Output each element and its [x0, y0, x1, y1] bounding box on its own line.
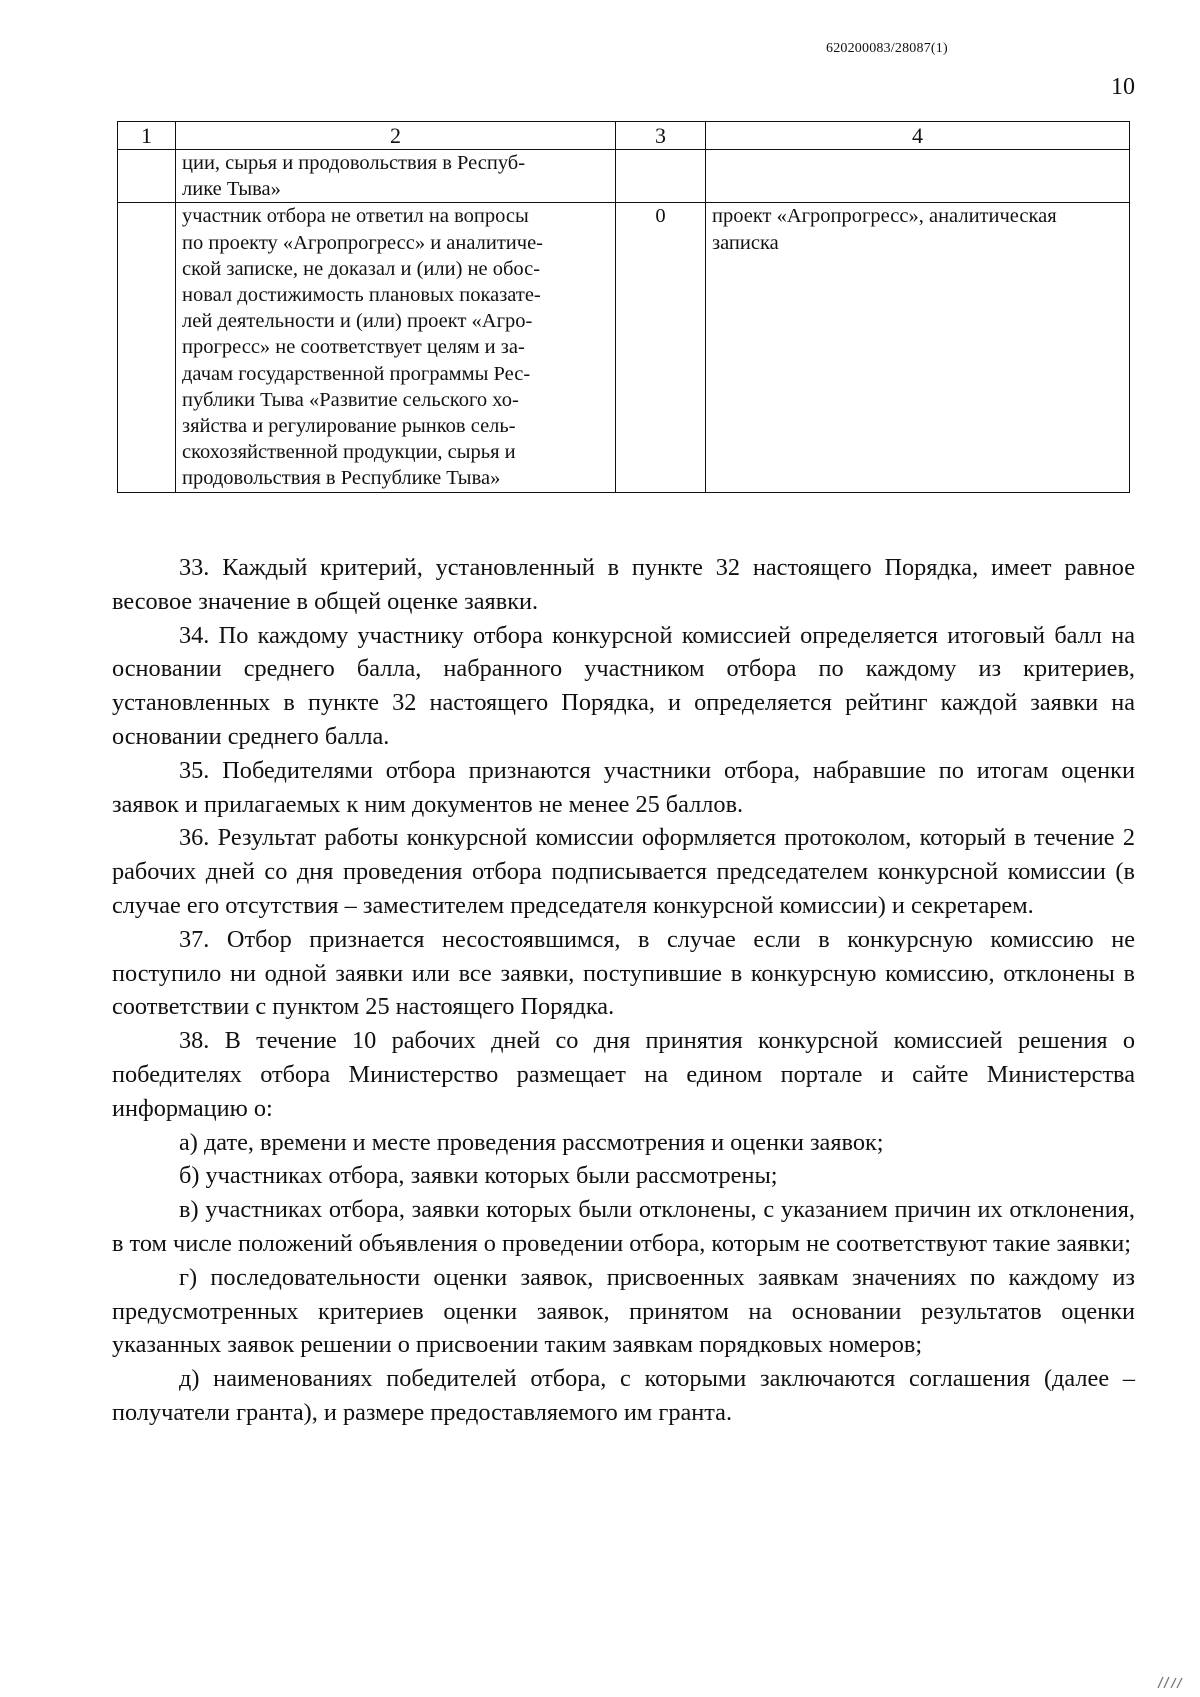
paragraph-33: 33. Каждый критерий, установленный в пункте 32 настоящего Порядка, имеет равное весовое значение в общей оценке заявки.	[112, 554, 1135, 615]
paragraph-35: 35. Победителями отбора признаются участники отбора, набравшие по итогам оценки заявок и прилагаемых к ним документов не менее 25 баллов.	[112, 756, 1135, 818]
document-id: 620200083/28087(1)	[826, 41, 948, 56]
source-line: проект «Агропрогресс», аналитическая	[712, 205, 1057, 228]
criterion-line: по проекту «Агропрогресс» и аналитиче-	[182, 231, 544, 254]
criterion-line: публики Тыва «Развитие сельского хо-	[182, 388, 519, 411]
column-header-3: 3	[616, 122, 706, 150]
paragraph-36: 36. Результат работы конкурсной комиссии оформляется протоколом, который в течение 2 рабочих дней со дня проведения отбора подписывается председателем конкурсной комиссии (в случае его отсутствия – заместителем председателя конкурсной комиссии) и секретарем.	[112, 824, 1135, 919]
criterion-line: зяйства и регулирование рынков сель-	[182, 415, 516, 438]
score-cell	[616, 150, 706, 203]
paragraph-37: 37. Отбор признается несостоявшимся, в случае если в конкурсную комиссию не поступило ни одной заявки или все заявки, поступившие в конкурсную комиссию, отклонены в соответствии с пунктом 25 настоящего Порядка.	[112, 925, 1135, 1021]
list-item-b: б) участниках отбора, заявки которых были рассмотрены;	[179, 1162, 778, 1190]
criterion-line: лике Тыва»	[182, 178, 281, 201]
criterion-line: прогресс» не соответствует целям и за-	[182, 336, 525, 359]
list-item-d: д) наименованиях победителей отбора, с которыми заключаются соглашения (далее – получатели гранта), и размере предоставляемого им гранта.	[112, 1365, 1135, 1426]
table-header-row	[118, 122, 1130, 150]
table-row	[118, 203, 1130, 492]
page-number: 10	[1111, 74, 1135, 100]
criterion-line: новал достижимость плановых показате-	[182, 284, 541, 307]
source-cell	[706, 203, 1130, 492]
paragraph-38: 38. В течение 10 рабочих дней со дня принятия конкурсной комиссией решения о победителях отбора Министерство размещает на едином портале и сайте Министерства информацию о:	[112, 1027, 1135, 1122]
criterion-line: дачам государственной программы Рес-	[182, 362, 531, 385]
source-cell	[706, 150, 1130, 203]
document-body	[112, 551, 1135, 1430]
criterion-line: скохозяйственной продукции, сырья и	[182, 441, 516, 464]
handwritten-mark	[1155, 1672, 1185, 1690]
list-item-a: а) дате, времени и месте проведения рассмотрения и оценки заявок;	[179, 1128, 884, 1156]
criterion-line: продовольствия в Республике Тыва»	[182, 467, 501, 490]
criterion-line: ской записке, не доказал и (или) не обос-	[182, 257, 541, 280]
paragraph-34: 34. По каждому участнику отбора конкурсной комиссией определяется итоговый балл на основании среднего балла, набранного участником отбора по каждому из критериев, установленных в пункте 32 настоящего Порядка, и определяется рейтинг каждой заявки на основании среднего балла.	[112, 621, 1135, 750]
source-line: записка	[712, 231, 779, 254]
criterion-line: участник отбора не ответил на вопросы	[182, 205, 529, 228]
row-number-cell	[118, 203, 176, 492]
column-header-2: 2	[176, 122, 616, 150]
list-item-g: г) последовательности оценки заявок, присвоенных заявкам значениях по каждому из предусмотренных критериев оценки заявок, принятом на основании результатов оценки указанных заявок решении о присвоении таким заявкам порядковых номеров;	[112, 1263, 1135, 1359]
criterion-line: ции, сырья и продовольствия в Респуб-	[182, 152, 526, 174]
criterion-line: лей деятельности и (или) проект «Агро-	[182, 310, 533, 333]
column-header-1: 1	[118, 122, 176, 150]
table-row	[118, 150, 1130, 203]
column-header-4: 4	[706, 122, 1130, 150]
criterion-cell	[176, 203, 616, 492]
score-cell: 0	[616, 203, 706, 492]
list-item-v: в) участниках отбора, заявки которых были отклонены, с указанием причин их отклонения, в том числе положений объявления о проведении отбора, которым не соответствуют такие заявки;	[112, 1196, 1135, 1257]
row-number-cell	[118, 150, 176, 203]
criterion-cell	[176, 150, 616, 203]
criteria-table	[117, 121, 1130, 493]
